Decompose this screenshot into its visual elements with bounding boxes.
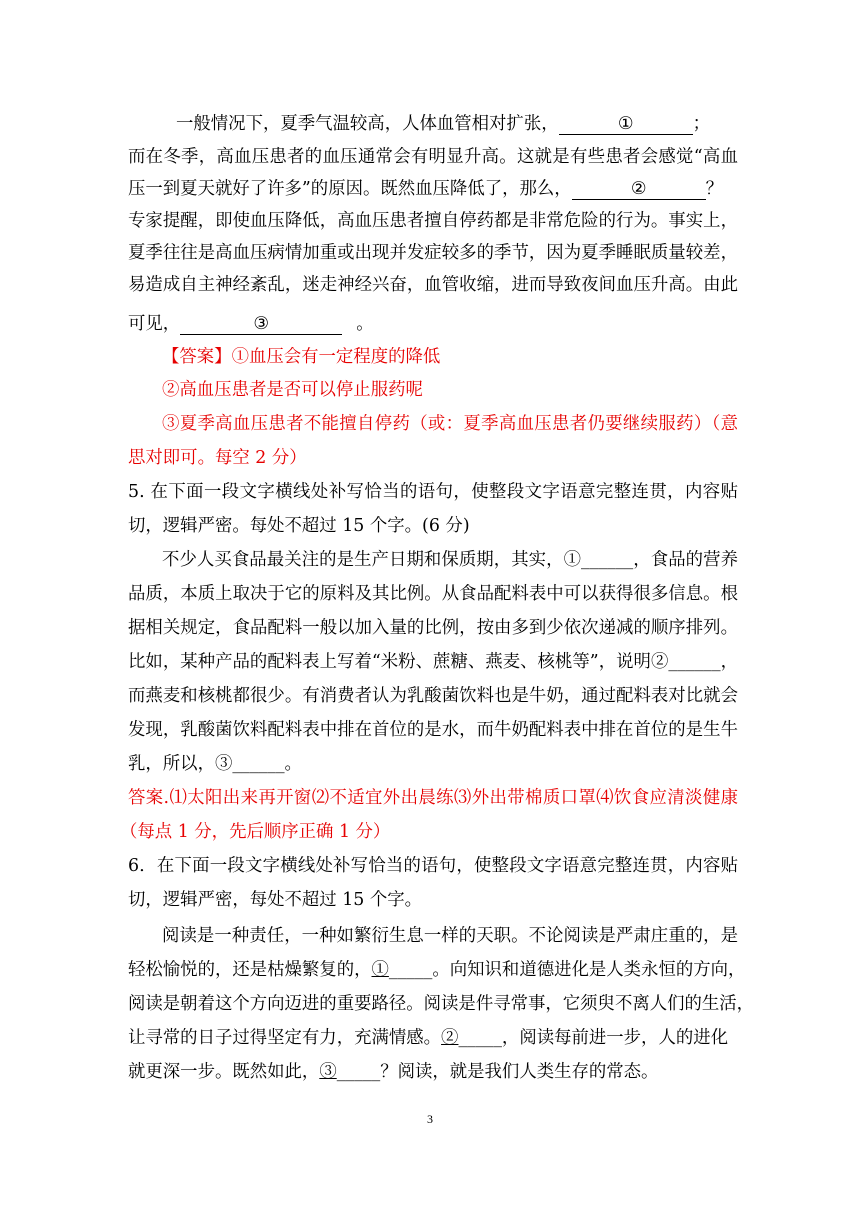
q6-line2: 切，逻辑严密，每处不超过 15 个字。 <box>128 890 423 910</box>
passage1-line6: 易造成自主神经紊乱，迷走神经兴奋，血管收缩，进而导致夜间血压升高。由此 <box>128 275 738 295</box>
text-run: 让寻常的日子过得坚定有力，充满情感。 <box>128 1028 442 1048</box>
blank-3: ③ <box>180 314 342 335</box>
passage1-line7 <box>128 312 738 336</box>
passage1-line5: 夏季往往是高血压病情加重或出现并发症较多的季节，因为夏季睡眠质量较差， <box>128 243 738 263</box>
text-run: ？ <box>705 179 724 199</box>
q5-line8: 发现，乳酸菌饮料配料表中排在首位的是水，而牛奶配料表中排在首位的是生牛 <box>128 720 738 740</box>
q6-line4 <box>128 958 746 982</box>
text-run: _____。向知识和道德进化是人类永恒的方向， <box>388 960 746 980</box>
text-run: 。 <box>356 314 374 334</box>
answer1-line4: 思对即可。每空 2 分） <box>128 448 307 468</box>
passage1-line4: 专家提醒，即使血压降低，高血压患者擅自停药都是非常危险的行为。事实上， <box>128 211 738 231</box>
q5-line1: 5. 在下面一段文字横线处补写恰当的语句，使整段文字语意完整连贯，内容贴 <box>128 482 738 502</box>
text-run: 可见， <box>128 314 181 334</box>
passage1-line1 <box>176 112 736 136</box>
blank-1: ① <box>559 114 693 135</box>
page-number: 3 <box>427 1112 433 1126</box>
blank-2: ② <box>572 179 706 200</box>
q5-line9: 乳，所以，③______。 <box>128 754 302 774</box>
answer1-line2: ②高血压患者是否可以停止服药呢 <box>162 380 423 400</box>
answer1-line1: 【答案】①血压会有一定程度的降低 <box>162 347 441 367</box>
text-run: _____，阅读每前进一步，人的进化 <box>458 1028 729 1048</box>
q5-line2: 切，逻辑严密。每处不超过 15 个字。(6 分) <box>128 516 470 536</box>
q5-line4: 品质，本质上取决于它的原料及其比例。从食品配料表中可以获得很多信息。根 <box>128 584 738 604</box>
answer1-line3: ③夏季高血压患者不能擅自停药（或：夏季高血压患者仍要继续服药）（意 <box>162 414 738 434</box>
q5-line6: 比如，某种产品的配料表上写着“米粉、蔗糖、燕麦、核桃等”，说明②______， <box>128 652 738 672</box>
passage1-line2: 而在冬季，高血压患者的血压通常会有明显升高。这就是有些患者会感觉“高血 <box>128 147 738 167</box>
q6-line1: 6．在下面一段文字横线处补写恰当的语句，使整段文字语意完整连贯，内容贴 <box>128 856 738 876</box>
q6-line5: 阅读是朝着这个方向迈进的重要路径。阅读是件寻常事，它须臾不离人们的生活， <box>128 994 755 1014</box>
q6-line7 <box>128 1060 738 1084</box>
text-run: 压一到夏天就好了许多”的原因。既然血压降低了，那么， <box>128 179 572 199</box>
answer2-line1: 答案.⑴太阳出来再开窗⑵不适宜外出晨练⑶外出带棉质口罩⑷饮食应清淡健康 <box>128 788 738 808</box>
marker-2: ② <box>441 1028 459 1048</box>
q6-line6 <box>128 1026 738 1050</box>
text-run: ； <box>692 114 711 134</box>
text-run: 一般情况下，夏季气温较高，人体血管相对扩张， <box>176 114 559 134</box>
q6-line3: 阅读是一种责任，一种如繁衍生息一样的天职。不论阅读是严肃庄重的，是 <box>162 926 738 946</box>
q5-line3: 不少人买食品最关注的是生产日期和保质期，其实，①______，食品的营养 <box>162 550 738 570</box>
marker-3: ③ <box>319 1062 337 1082</box>
marker-1: ① <box>371 960 389 980</box>
text-run: 就更深一步。既然如此， <box>128 1062 320 1082</box>
q5-line7: 而燕麦和核桃都很少。有消费者认为乳酸菌饮料也是牛奶，通过配料表对比就会 <box>128 686 738 706</box>
text-run: 轻松愉悦的，还是枯燥繁复的， <box>128 960 372 980</box>
passage1-line3 <box>128 177 738 201</box>
answer2-line2: （每点 1 分，先后顺序正确 1 分） <box>120 822 391 842</box>
text-run: _____？阅读，就是我们人类生存的常态。 <box>336 1062 659 1082</box>
q5-line5: 据相关规定，食品配料一般以加入量的比例，按由多到少依次递减的顺序排列。 <box>128 618 738 638</box>
